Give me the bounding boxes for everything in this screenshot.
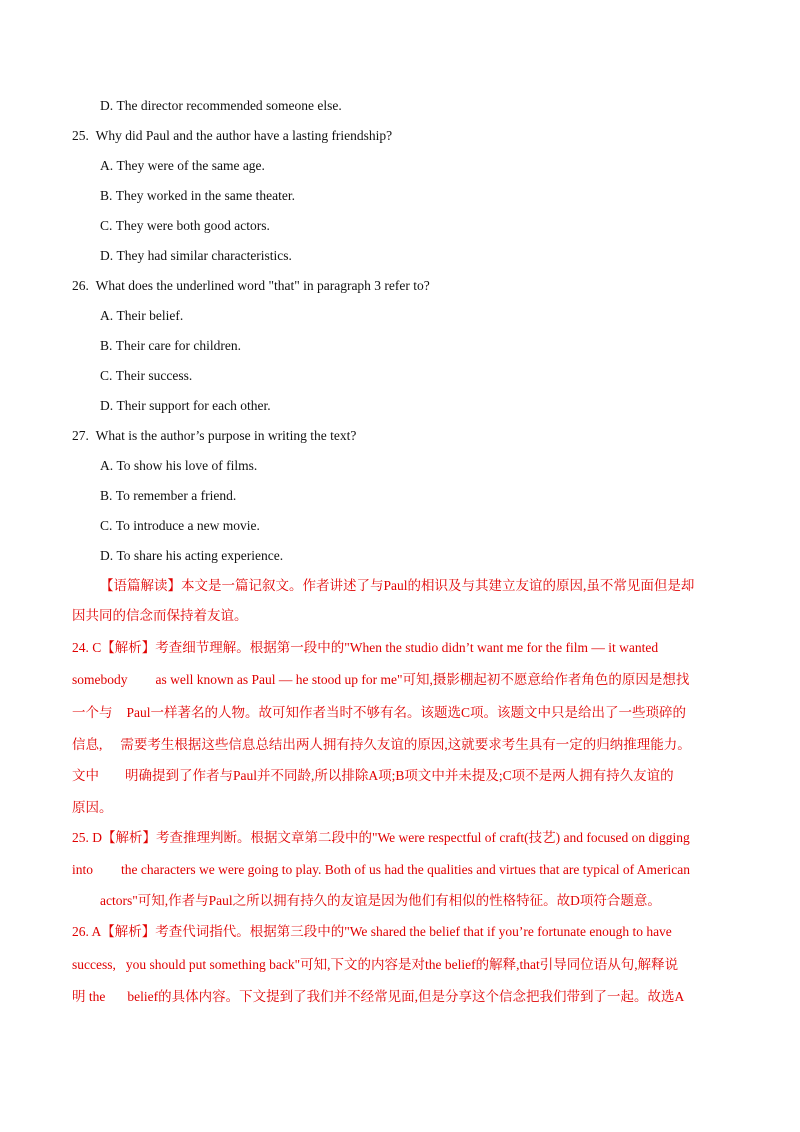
answer-24-line5: 文中 明确提到了作者与Paul并不同龄,所以排除A项;B项文中并未提及;C项不是两人拥有持久友谊的 <box>72 768 674 783</box>
q26-option-c: C. Their success. <box>100 368 193 383</box>
q27-stem: 27. What is the author’s purpose in writing the text? <box>72 428 357 443</box>
q26-stem: 26. What does the underlined word "that" in paragraph 3 refer to? <box>72 278 430 293</box>
answer-26-line3: 明 the belief的具体内容。下文提到了我们并不经常见面,但是分享这个信念把我们带到了一起。故选A <box>72 989 685 1004</box>
answer-26-line1: 26. A【解析】考查代词指代。根据第三段中的"We shared the belief that if you’re fortunate enough to have <box>72 924 672 939</box>
q25-option-c: C. They were both good actors. <box>100 218 270 233</box>
q26-option-a: A. Their belief. <box>100 308 184 323</box>
analysis-intro-line1: 【语篇解读】本文是一篇记叙文。作者讲述了与Paul的相识及与其建立友谊的原因,虽不常见面但是却 <box>100 578 695 593</box>
q25-option-b: B. They worked in the same theater. <box>100 188 295 203</box>
q25-option-d: D. They had similar characteristics. <box>100 248 292 263</box>
answer-25-line1: 25. D【解析】考查推理判断。根据文章第二段中的"We were respectful of craft(技艺) and focused on digging <box>72 830 690 845</box>
q25-option-a: A. They were of the same age. <box>100 158 265 173</box>
q26-option-d: D. Their support for each other. <box>100 398 271 413</box>
q26-option-b: B. Their care for children. <box>100 338 241 353</box>
answer-24-line2: somebody as well known as Paul — he stood up for me"可知,摄影棚起初不愿意给作者角色的原因是想找 <box>72 672 690 687</box>
analysis-intro-line2: 因共同的信念而保持着友谊。 <box>72 608 248 623</box>
answer-24-line3: 一个与 Paul一样著名的人物。故可知作者当时不够有名。该题选C项。该题文中只是给出了一些琐碎的 <box>72 705 687 720</box>
answer-25-line3: actors"可知,作者与Paul之所以拥有持久的友谊是因为他们有相似的性格特征。故D项符合题意。 <box>100 893 661 908</box>
q24-option-d: D. The director recommended someone else. <box>100 98 342 113</box>
q27-option-c: C. To introduce a new movie. <box>100 518 260 533</box>
answer-24-line6: 原因。 <box>72 800 113 815</box>
answer-25-line2: into the characters we were going to play. Both of us had the qualities and virtues that are typical of American <box>72 862 690 877</box>
answer-24-line4: 信息, 需要考生根据这些信息总结出两人拥有持久友谊的原因,这就要求考生具有一定的归纳推理能力。 <box>72 737 691 752</box>
answer-26-line2: success, you should put something back"可知,下文的内容是对the belief的解释,that引导同位语从句,解释说 <box>72 957 679 972</box>
q27-option-b: B. To remember a friend. <box>100 488 237 503</box>
answer-24-line1: 24. C【解析】考查细节理解。根据第一段中的"When the studio didn’t want me for the film — it wanted <box>72 640 659 655</box>
q25-stem: 25. Why did Paul and the author have a lasting friendship? <box>72 128 393 143</box>
q27-option-a: A. To show his love of films. <box>100 458 258 473</box>
q27-option-d: D. To share his acting experience. <box>100 548 284 563</box>
